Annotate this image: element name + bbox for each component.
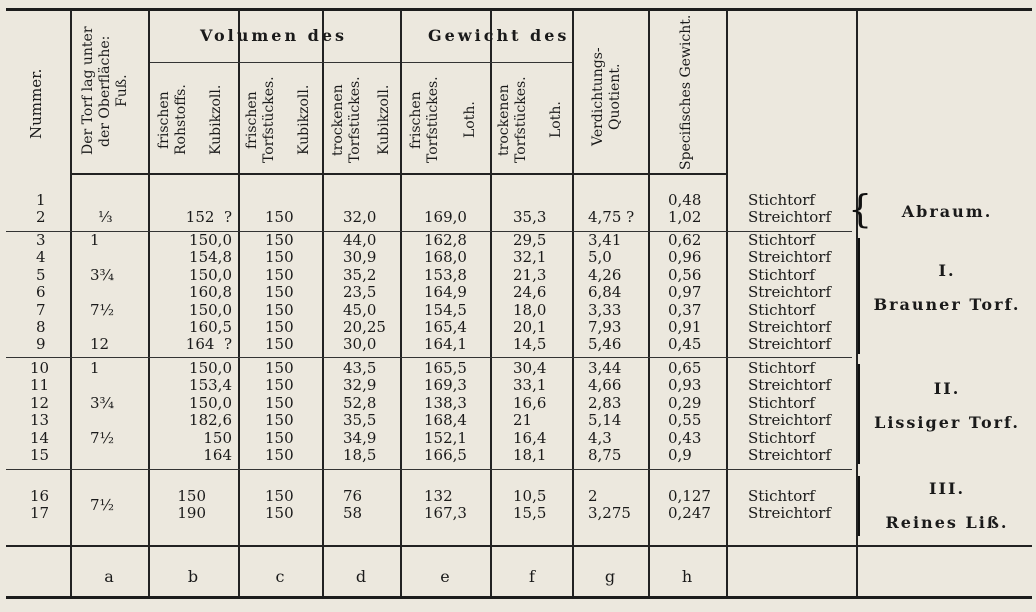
vol-frisch-cell: 150 xyxy=(265,208,294,227)
gew-frisch-cell: 132 167,3 xyxy=(424,487,467,523)
header-nummer: Nummer. xyxy=(27,68,45,140)
gew-frisch-cell: 169,0 xyxy=(424,208,467,227)
depth-cell: 1 3¾ 7½ xyxy=(90,359,115,447)
vol-frisch-cell: 150 150 150 150 150 150 150 xyxy=(265,231,294,354)
vol-roh-cell: 150,0 153,4 150,0 182,6 150 164 xyxy=(189,359,232,465)
vol-trocken-cell: 76 58 xyxy=(343,487,363,523)
header-quotient: Verdichtungs- Quotient. xyxy=(590,47,623,147)
vol-trocken-cell: 44,0 30,9 35,2 23,5 45,0 20,25 30,0 xyxy=(343,231,386,354)
header-vol-trocken: trockenen Torfstückes. xyxy=(330,76,363,164)
header-tiefe: Der Torf lag unter der Oberfläche: Fuß. xyxy=(80,26,130,156)
column-letter: c xyxy=(275,567,285,586)
group-label-reines-liss: III. Reines Liß. xyxy=(885,479,1009,532)
header-gewicht-group: Gewicht des xyxy=(428,26,570,45)
gew-trocken-cell: 35,3 xyxy=(513,208,547,227)
quotient-cell: 2 3,275 xyxy=(588,487,631,523)
column-divider xyxy=(648,10,650,596)
depth-cell: 1 3¾ 7½ 12 xyxy=(90,231,115,354)
vol-trocken-cell: 32,0 xyxy=(343,208,377,227)
gew-trocken-cell: 10,5 15,5 xyxy=(513,487,547,523)
torf-type-cell: Stichtorf Streichtorf Stichtorf Streichtorf Stichtorf Streichtorf xyxy=(748,359,831,465)
column-divider xyxy=(70,10,72,596)
row-numbers: 16 17 xyxy=(30,487,50,523)
column-divider xyxy=(400,10,402,596)
group-brace xyxy=(858,238,860,354)
spez-cell: 0,127 0,247 xyxy=(668,487,711,523)
column-letter: e xyxy=(440,567,450,586)
gew-trocken-cell: 29,5 32,1 21,3 24,6 18,0 20,1 14,5 xyxy=(513,231,547,354)
header-gew-frisch: frischen Torfstückes. xyxy=(408,76,441,164)
header-gew-trocken: trockenen Torfstückes. xyxy=(496,76,529,164)
vol-roh-cell: 150 190 xyxy=(177,487,206,523)
column-letter: b xyxy=(187,567,199,586)
torf-type-cell: Stichtorf Streichtorf Stichtorf Streichtorf Stichtorf Streichtorf Streichtorf xyxy=(748,231,831,354)
vol-trocken-cell: 43,5 32,9 52,8 35,5 34,9 18,5 xyxy=(343,359,377,465)
torf-type-cell: Stichtorf Streichtorf xyxy=(748,487,831,523)
gew-frisch-cell: 165,5 169,3 138,3 168,4 152,1 166,5 xyxy=(424,359,467,465)
header-vol-frisch-torf: frischen Torfstückes. xyxy=(244,76,277,164)
table-bottom-border xyxy=(6,596,1032,599)
group-brace: { xyxy=(848,187,873,231)
column-letter: d xyxy=(355,567,367,586)
column-divider xyxy=(726,10,728,596)
group-label-abraum: Abraum. xyxy=(901,202,993,221)
header-vol-frisch-torf-unit: Kubikzoll. xyxy=(296,84,312,156)
header-bottom-border xyxy=(70,173,726,175)
quotient-cell: 3,44 4,66 2,83 5,14 4,3 8,75 xyxy=(588,359,622,465)
column-divider xyxy=(490,10,492,596)
gewicht-underline xyxy=(402,62,572,63)
group-separator xyxy=(6,469,852,470)
column-divider xyxy=(322,10,324,596)
header-gew-frisch-unit: Loth. xyxy=(462,101,478,139)
table-top-border xyxy=(6,8,1032,11)
row-numbers: 3 4 5 6 7 8 9 xyxy=(36,231,46,354)
group-label-brauner-torf: I. Brauner Torf. xyxy=(873,261,1021,314)
vol-roh-cell: 150,0 154,8 150,0 160,8 150,0 160,5 164 ? xyxy=(185,231,232,354)
column-divider xyxy=(238,10,240,596)
gew-frisch-cell: 162,8 168,0 153,8 164,9 154,5 165,4 164,1 xyxy=(424,231,467,354)
letters-separator xyxy=(6,545,1032,547)
row-numbers: 1 2 xyxy=(36,191,46,227)
spez-cell: 0,62 0,96 0,56 0,97 0,37 0,91 0,45 xyxy=(668,231,702,354)
vol-frisch-cell: 150 150 xyxy=(265,487,294,523)
header-spez: Specifisches Gewicht. xyxy=(678,14,694,170)
group-brace xyxy=(858,364,860,464)
depth-cell: ⅓ xyxy=(98,208,113,227)
column-letter: f xyxy=(529,567,535,586)
quotient-cell: 3,41 5,0 4,26 6,84 3,33 7,93 5,46 xyxy=(588,231,622,354)
column-divider xyxy=(572,10,574,596)
column-letter: g xyxy=(604,567,616,586)
quotient-cell: 4,75 ? xyxy=(588,208,635,227)
vol-frisch-cell: 150 150 150 150 150 150 xyxy=(265,359,294,465)
gew-trocken-cell: 30,4 33,1 16,6 21 16,4 18,1 xyxy=(513,359,547,465)
vol-roh-cell: 152 ? xyxy=(185,208,232,227)
row-numbers: 10 11 12 13 14 15 xyxy=(30,359,50,465)
group-label-lissiger-torf: II. Lissiger Torf. xyxy=(874,379,1020,432)
header-vol-frisch-roh: frischen Rohstoffs. xyxy=(156,84,189,156)
torf-type-cell: Stichtorf Streichtorf xyxy=(748,191,831,227)
group-brace xyxy=(858,476,860,536)
depth-cell: 7½ xyxy=(90,496,115,515)
column-letter: a xyxy=(104,567,114,586)
header-gew-trocken-unit: Loth. xyxy=(548,101,564,139)
spez-cell: 0,65 0,93 0,29 0,55 0,43 0,9 xyxy=(668,359,702,465)
header-vol-frisch-roh-unit: Kubikzoll. xyxy=(208,84,224,156)
header-vol-trocken-unit: Kubikzoll. xyxy=(376,84,392,156)
spez-cell: 0,48 1,02 xyxy=(668,191,702,227)
volumen-underline xyxy=(150,62,400,63)
header-volumen-group: Volumen des xyxy=(200,26,348,45)
group-separator xyxy=(6,357,852,358)
column-letter: h xyxy=(681,567,693,586)
